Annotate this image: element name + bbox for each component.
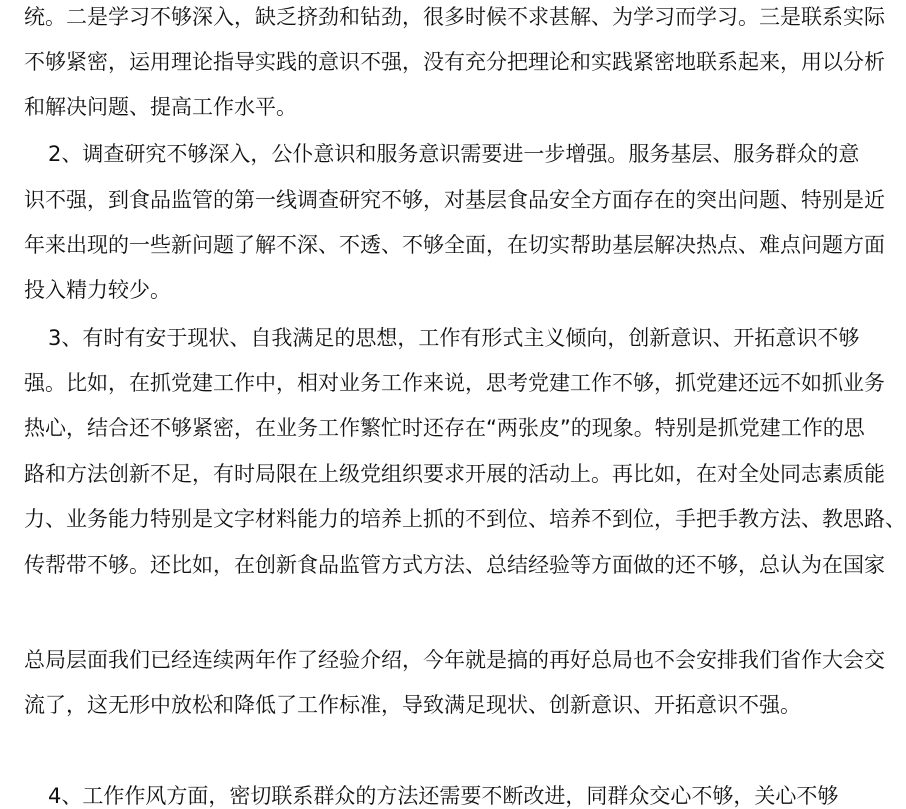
- text-line: 年来出现的一些新问题了解不深、不透、不够全面，在切实帮助基层解决热点、难点问题方面: [24, 233, 885, 257]
- text-line: 不够紧密，运用理论指导实践的意识不强，没有充分把理论和实践紧密地联系起来，用以分析: [24, 50, 885, 74]
- paragraph-3-start: 3、有时有安于现状、自我满足的思想，工作有形式主义倾向，创新意识、开拓意识不够: [48, 326, 860, 350]
- text-line: 路和方法创新不足，有时局限在上级党组织要求开展的活动上。再比如，在对全处同志素质能: [24, 462, 885, 486]
- text-line: 总局层面我们已经连续两年作了经验介绍，今年就是搞的再好总局也不会安排我们省作大会交: [24, 648, 885, 672]
- paragraph-4-start: 4、工作作风方面，密切联系群众的方法还需要不断改进，同群众交心不够，关心不够: [48, 784, 839, 808]
- text-line: 传帮带不够。还比如，在创新食品监管方式方法、总结经验等方面做的还不够，总认为在国家: [24, 553, 885, 577]
- paragraph-2-start: 2、调查研究不够深入，公仆意识和服务意识需要进一步增强。服务基层、服务群众的意: [48, 142, 860, 166]
- text-line: 热心，结合还不够紧密，在业务工作繁忙时还存在“两张皮”的现象。特别是抓党建工作的思: [24, 416, 865, 440]
- text-line: 流了，这无形中放松和降低了工作标准，导致满足现状、创新意识、开拓意识不强。: [24, 693, 801, 717]
- text-line: 强。比如，在抓党建工作中，相对业务工作来说，思考党建工作不够，抓党建还远不如抓业务: [24, 371, 885, 395]
- text-line: 统。二是学习不够深入，缺乏挤劲和钻劲，很多时候不求甚解、为学习而学习。三是联系实际: [24, 5, 885, 29]
- text-line: 力、业务能力特别是文字材料能力的培养上抓的不到位、培养不到位，手把手教方法、教思路、: [24, 507, 906, 531]
- text-line: 识不强，到食品监管的第一线调查研究不够，对基层食品安全方面存在的突出问题、特别是近: [24, 188, 885, 212]
- text-line: 投入精力较少。: [24, 278, 171, 302]
- text-line: 和解决问题、提高工作水平。: [24, 95, 297, 119]
